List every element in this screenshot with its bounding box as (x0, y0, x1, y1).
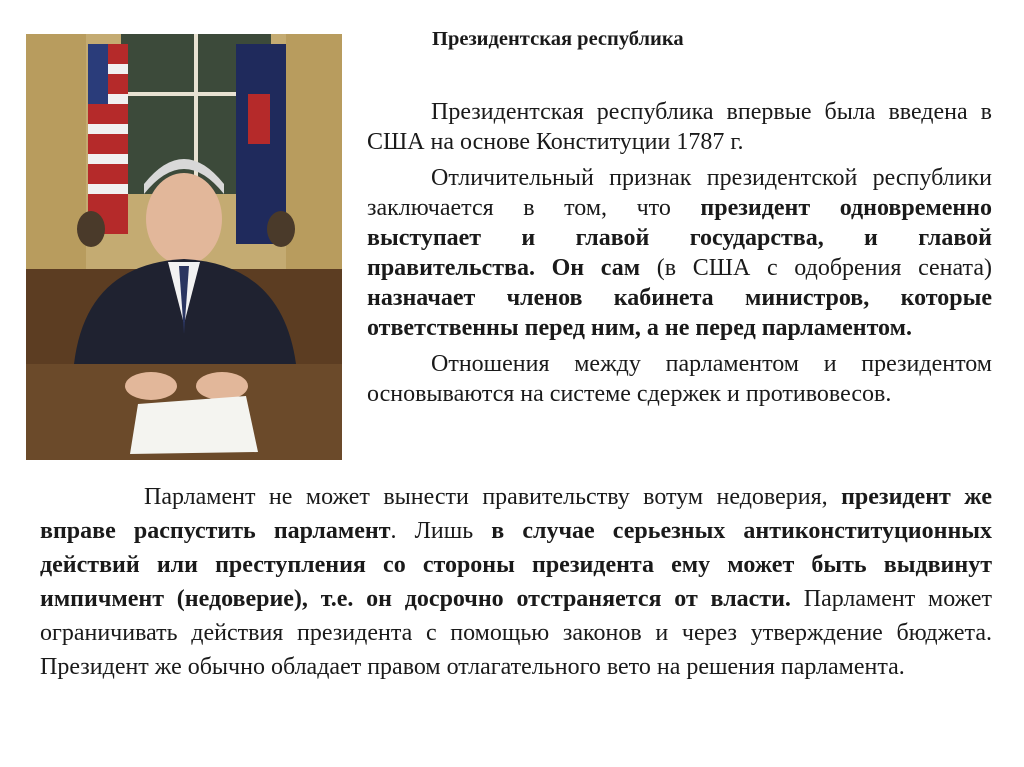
bold-span: президент же вправе распустить парламент (40, 484, 992, 544)
bold-span: в случае серьезных антиконституционных действий или преступления со стороны президента ему может быть выдвинут импичмент (недоверие), т.е. он досрочно отстраняется от власти. (40, 518, 993, 612)
page-title: Президентская республика (432, 28, 684, 50)
bold-span: назначает членов кабинета министров, которые ответственны перед ним, а не перед парламентом. (367, 285, 992, 341)
paragraph-parliament (40, 480, 992, 684)
president-photo-icon (26, 34, 342, 460)
text-span: Парламент не может вынести правительству вотум недоверия, (144, 484, 842, 510)
bold-span: президент одновременно выступает и главой государства, и главой правительства. Он сам (367, 195, 993, 281)
text-span: (в США с одобрения сената) (640, 255, 992, 281)
text-span: Парламент может ограничивать действия президента с помощью законов и через утверждение бюджета. Президент же обычно обладает правом отлагательного вето на решения парламента. (40, 586, 992, 680)
paragraph-usa-intro: Президентская республика впервые была введена в США на основе Конституции 1787 г. (367, 99, 992, 155)
paragraph-distinctive-feature (367, 163, 992, 343)
text-span: . Лишь (390, 518, 492, 544)
president-photo (26, 34, 342, 460)
right-text-block (367, 97, 992, 415)
paragraph-checks-balances: Отношения между парламентом и президентом основываются на системе сдержек и противовесов. (367, 351, 992, 407)
text-span: Отличительный признак президентской республики заключается в том, что (367, 165, 992, 221)
bottom-text-block (40, 480, 992, 684)
